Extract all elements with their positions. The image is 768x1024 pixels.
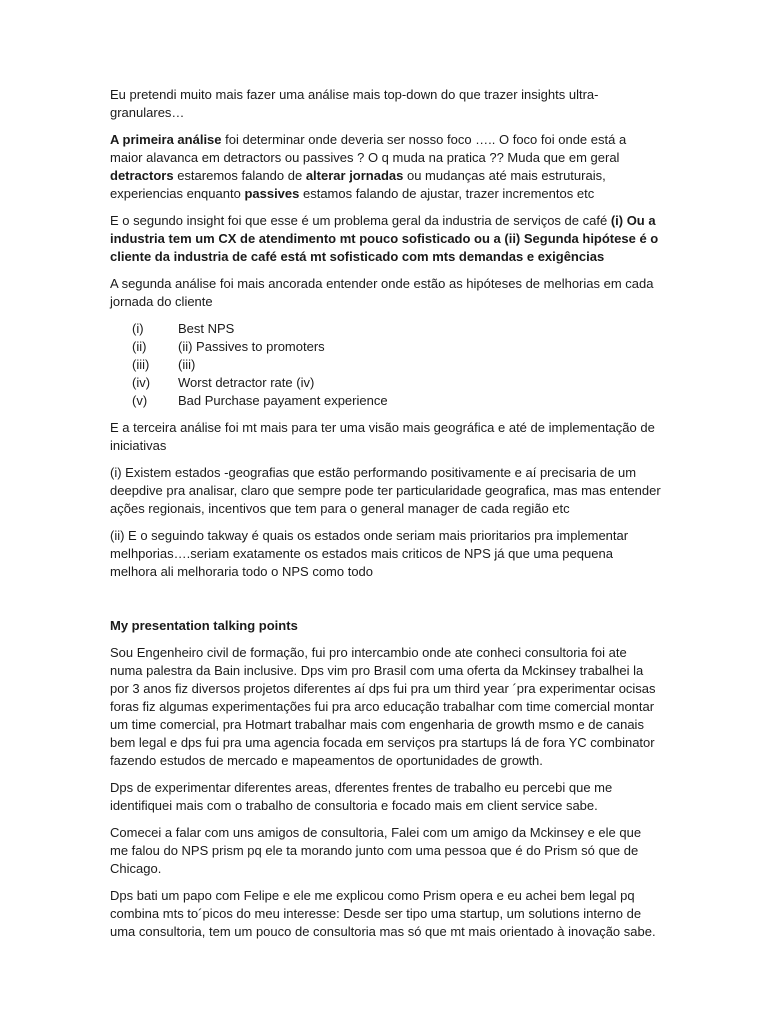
paragraph-consulting-fit: Dps de experimentar diferentes areas, dferentes frentes de trabalho eu percebi que me identifiquei mais com o trabalho de consultoria e focado mais em client service sabe. xyxy=(110,780,613,813)
bold-text: detractors xyxy=(110,168,174,183)
paragraph-friends: Comecei a falar com uns amigos de consultoria, Falei com um amigo da Mckinsey e ele que me falou do NPS prism pq ele ta morando junto com uma pessoa que é do Prism só que de Chicago. xyxy=(110,825,642,876)
paragraph-states-positive: (i) Existem estados -geografias que estão performando positivamente e aí precisaria de um deepdive pra analisar, claro que sempre pode ter particularidade geografica, mas mas entender ações regionais, incentivos que tem para o general manager de cada região etc xyxy=(110,465,661,516)
list-item-number: (i) xyxy=(132,321,144,336)
paragraph-felipe: Dps bati um papo com Felipe e ele me explicou como Prism opera e eu achei bem legal pq combina mts to´picos do meu interesse: Desde ser tipo uma startup, um solutions interno de uma consultoria, tem um pouco de consultoria mas só que mt mais orientado à inovação sabe. xyxy=(110,888,656,939)
list-item xyxy=(110,374,662,392)
paragraph-first-analysis xyxy=(110,131,662,203)
list-item-text: Best NPS xyxy=(178,321,235,336)
text-run: estamos falando de ajustar, trazer incrementos etc xyxy=(299,186,595,201)
document-page xyxy=(110,86,662,950)
text-run: estaremos falando de xyxy=(173,168,306,183)
paragraph-intro: Eu pretendi muito mais fazer uma análise mais top-down do que trazer insights ultra-granulares… xyxy=(110,87,599,120)
bold-text: passives xyxy=(244,186,300,201)
bold-text: alterar jornadas xyxy=(305,168,404,183)
list-item-text: Bad Purchase payament experience xyxy=(178,393,388,408)
text-run: foi determinar onde deveria ser nosso foco ….. O foco foi onde está a maior alavanca em detractors ou passives ? O q muda na pratica ?? Muda que em geral xyxy=(110,132,627,165)
paragraph-states-priority: (ii) E o seguindo takway é quais os estados onde seriam mais prioritarios pra implementar melhporias….seriam exatamente os estados mais criticos de NPS já que uma pequena melhora ali melhoraria todo o NPS como todo xyxy=(110,528,629,579)
text-run: E o segundo insight foi que esse é um problema geral da industria de serviços de café xyxy=(110,213,611,228)
text-run: ou mudanças até mais estruturais, experiencias enquanto xyxy=(110,168,606,201)
list-item-number: (iii) xyxy=(132,357,150,372)
section-heading: My presentation talking points xyxy=(110,618,298,633)
paragraph-second-analysis: A segunda análise foi mais ancorada entender onde estão as hipóteses de melhorias em cada jornada do cliente xyxy=(110,276,654,309)
paragraph-second-insight xyxy=(110,212,662,266)
bold-text: (i) Ou a industria tem um CX de atendimento mt pouco sofisticado ou a (ii) Segunda hipótese é o cliente da industria de café está mt sofisticado com mts demandas e exigências xyxy=(110,213,659,264)
list-item xyxy=(110,356,662,374)
bold-text: A primeira análise xyxy=(110,132,222,147)
list-item xyxy=(110,338,662,356)
list-item-number: (v) xyxy=(132,393,148,408)
list-item-text: Worst detractor rate (iv) xyxy=(178,375,315,390)
list-item xyxy=(110,320,662,338)
list-item-text: (iii) xyxy=(178,357,196,372)
paragraph-background: Sou Engenheiro civil de formação, fui pro intercambio onde ate conheci consultoria foi ate numa palestra da Bain inclusive. Dps vim pro Brasil com uma oferta da Mckinsey trabalhei la por 3 anos fiz diversos projetos diferentes aí dps fui pra um third year ´pra experimentar ocisas foras fiz algumas experimentações fui pra arco educação trabalhar com time comercial montar um time comercial, pra Hotmart trabalhar mais com engenharia de growth msmo e de canais bem legal e dps fui pra uma agencia focada em serviços pra startups lá de fora YC combinator fazendo estudos de mercado e mapeamentos de oportunidades de growth. xyxy=(110,645,656,768)
list-item xyxy=(110,392,662,410)
list-item-number: (ii) xyxy=(132,339,147,354)
paragraph-third-analysis: E a terceira análise foi mt mais para ter uma visão mais geográfica e até de implementação de iniciativas xyxy=(110,420,655,453)
list-item-number: (iv) xyxy=(132,375,151,390)
numbered-list xyxy=(110,320,662,410)
list-item-text: (ii) Passives to promoters xyxy=(178,339,325,354)
